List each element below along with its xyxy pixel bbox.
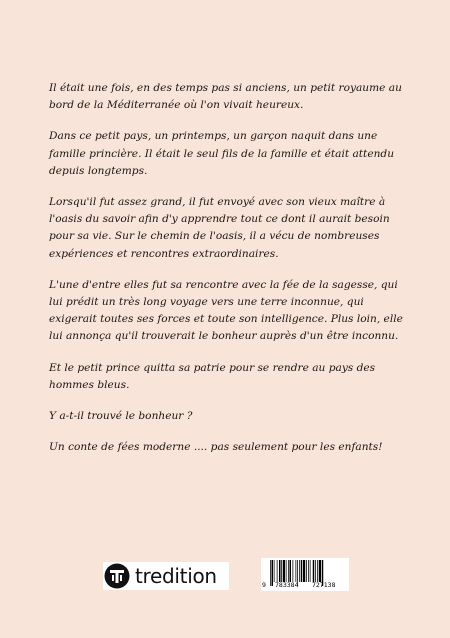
barcode-bar xyxy=(308,560,309,582)
isbn-barcode xyxy=(261,558,349,591)
publisher-logo xyxy=(103,562,229,590)
barcode-digits-group-2: 727138 xyxy=(312,581,336,589)
barcode-bar xyxy=(286,560,287,582)
barcode-bar xyxy=(274,560,275,582)
paragraph-2: Dans ce petit pays, un printemps, un garçon naquit dans une famille princière. Il était le seul fils de la famille et était attendu depuis longtemps. xyxy=(49,130,395,177)
barcode-bar xyxy=(319,560,321,582)
barcode-bar xyxy=(313,560,315,582)
barcode-bar xyxy=(310,560,311,582)
barcode-digit-first: 9 xyxy=(262,581,266,589)
back-cover-text xyxy=(49,80,405,470)
barcode-bar xyxy=(317,560,318,582)
barcode-bar xyxy=(270,560,271,586)
barcode-bar xyxy=(272,560,274,586)
barcode-bar xyxy=(296,560,297,582)
publisher-name: tredition xyxy=(135,564,217,588)
barcode-bar xyxy=(290,560,292,582)
barcode-bar xyxy=(279,560,281,582)
barcode-bar xyxy=(288,560,289,582)
barcode-digits-group-1: 783384 xyxy=(275,581,299,589)
paragraph-7: Un conte de fées moderne .... pas seulement pour les enfants! xyxy=(49,441,383,454)
barcode-bar xyxy=(315,560,316,582)
barcode-bar xyxy=(293,560,294,582)
barcode-bar xyxy=(283,560,285,582)
paragraph-6: Y a-t-il trouvé le bonheur ? xyxy=(49,410,193,423)
barcode-bar xyxy=(306,560,307,582)
barcode-bar xyxy=(277,560,278,582)
paragraph-3: Lorsqu'il fut assez grand, il fut envoyé avec son vieux maître à l'oasis du savoir afin d'y apprendre tout ce dont il aurait besoin pour sa vie. Sur le chemin de l'oasis, il a vécu de nombreuses expériences et rencontres extraordinaires. xyxy=(49,196,390,260)
barcode-bar xyxy=(303,560,305,582)
barcode-bar xyxy=(301,560,303,582)
paragraph-4: L'une d'entre elles fut sa rencontre avec la fée de la sagesse, qui lui prédit un très long voyage vers une terre inconnue, qui exigerait toutes ses forces et toute son intelligence. Plus loin, elle lui annonça qu'il trouverait le bonheur auprès d'un être inconnu. xyxy=(49,278,403,343)
paragraph-1: Il était une fois, en des temps pas si anciens, un petit royaume au bord de la Méditerranée où l'on vivait heureux. xyxy=(49,82,402,112)
paragraph-5: Et le petit prince quitta sa patrie pour se rendre au pays des hommes bleus. xyxy=(49,361,376,391)
barcode-bar xyxy=(299,560,300,582)
barcode-bar xyxy=(281,560,282,582)
tredition-logo-icon xyxy=(104,563,130,589)
